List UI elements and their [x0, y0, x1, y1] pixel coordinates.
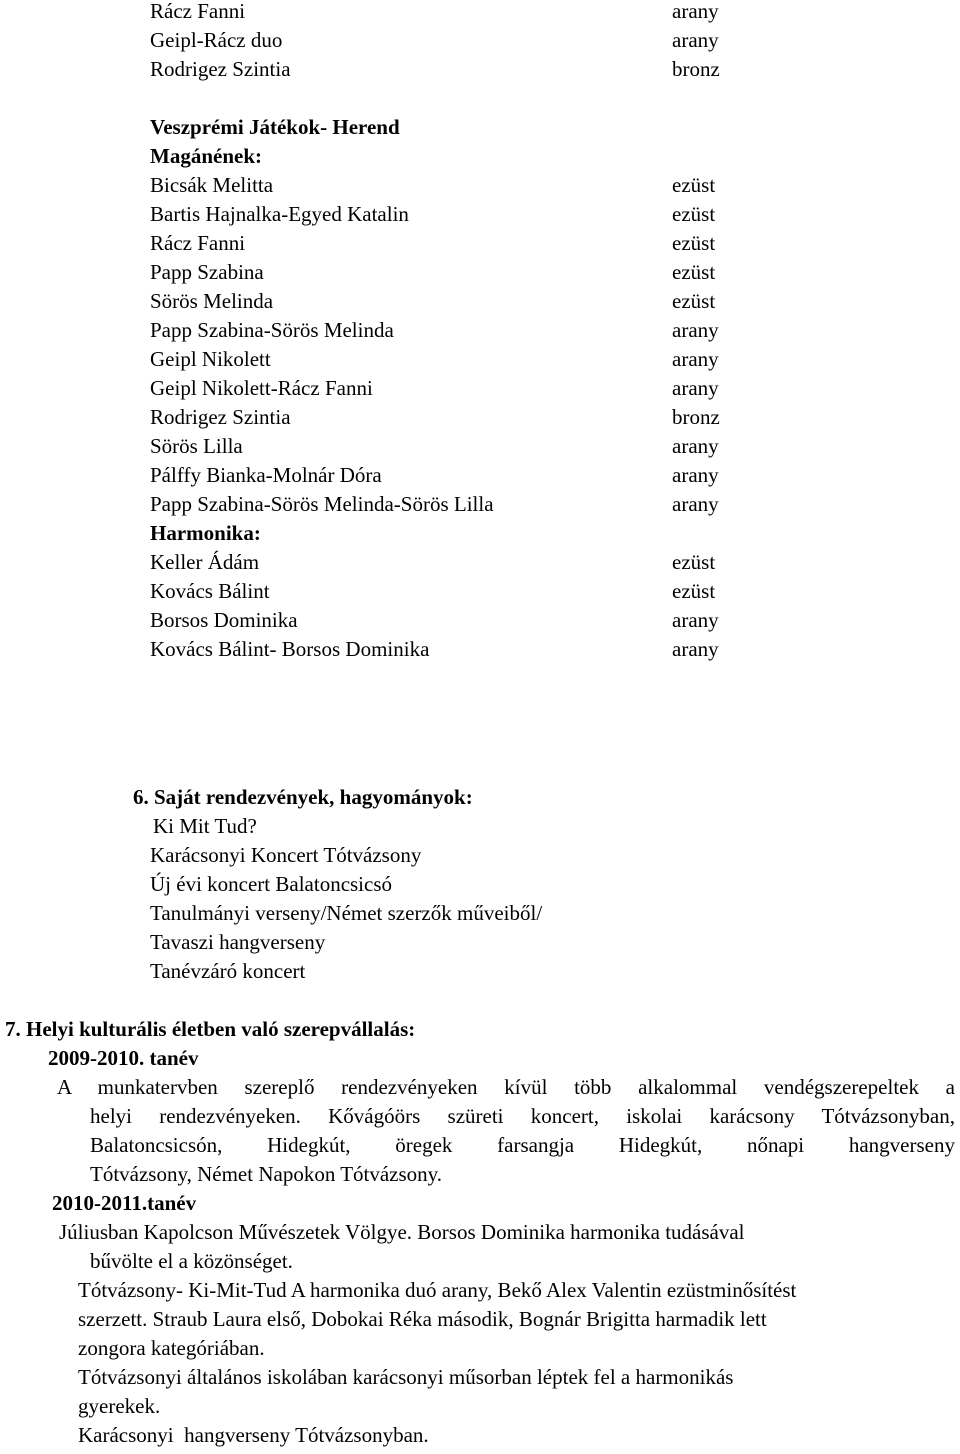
result-award: arany [672, 376, 719, 400]
school-year-heading [52, 1189, 196, 1218]
section-heading-7: 7. Helyi kulturális életben való szerepvállalás: [5, 1017, 416, 1041]
event-item: Tanévzáró koncert [150, 959, 306, 983]
paragraph-line: Tótvázsony, Német Napokon Tótvázsony. [90, 1162, 443, 1186]
result-award: ezüst [672, 202, 716, 226]
paragraph-line: szerzett. Straub Laura első, Dobokai Réka második, Bognár Brigitta harmadik lett [78, 1307, 767, 1331]
paragraph-line: Balatoncsicsón, Hidegkút, öregek farsangja Hidegkút, nőnapi hangverseny [90, 1133, 955, 1157]
result-name: Bicsák Melitta [150, 173, 274, 197]
result-name: Geipl Nikolett-Rácz Fanni [150, 376, 373, 400]
paragraph-line: A munkatervben szereplő rendezvényeken kívül több alkalommal vendégszerepeltek a [57, 1075, 955, 1099]
result-name: Sörös Lilla [150, 434, 243, 458]
result-award: arany [672, 608, 719, 632]
result-name: Rodrigez Szintia [150, 405, 291, 429]
paragraph-line: gyerekek. [78, 1394, 161, 1418]
event-item: Tavaszi hangverseny [150, 930, 326, 954]
result-award: arany [672, 347, 719, 371]
result-name: Pálffy Bianka-Molnár Dóra [150, 463, 382, 487]
paragraph-line: Tótvázsonyi általános iskolában karácsonyi műsorban léptek fel a harmonikás [78, 1365, 734, 1389]
result-name: Sörös Melinda [150, 289, 274, 313]
result-award: ezüst [672, 550, 716, 574]
result-name: Bartis Hajnalka-Egyed Katalin [150, 202, 409, 226]
event-item: Ki Mit Tud? [153, 814, 257, 838]
result-award: bronz [672, 405, 720, 429]
school-year-number: 2010-2011. [52, 1191, 148, 1215]
section-heading-6: 6. Saját rendezvények, hagyományok: [133, 785, 473, 809]
result-award: arany [672, 463, 719, 487]
result-name: Borsos Dominika [150, 608, 298, 632]
result-name: Papp Szabina-Sörös Melinda [150, 318, 394, 342]
result-award: ezüst [672, 579, 716, 603]
result-name: Kovács Bálint [150, 579, 270, 603]
result-award: ezüst [672, 231, 716, 255]
result-name: Papp Szabina [150, 260, 264, 284]
paragraph-line: Tótvázsony- Ki-Mit-Tud A harmonika duó arany, Bekő Alex Valentin ezüstminősítést [78, 1278, 797, 1302]
result-name: Geipl-Rácz duo [150, 28, 283, 52]
result-award: arany [672, 492, 719, 516]
school-year-label: tanév [144, 1046, 199, 1070]
result-award: ezüst [672, 289, 716, 313]
event-item: Új évi koncert Balatoncsicsó [150, 872, 393, 896]
result-name: Kovács Bálint- Borsos Dominika [150, 637, 430, 661]
paragraph-line: bűvölte el a közönséget. [90, 1249, 293, 1273]
event-item: Tanulmányi verseny/Német szerzők műveiből/ [150, 901, 543, 925]
result-award: arany [672, 0, 719, 23]
competition-title: Veszprémi Játékok- Herend [150, 115, 400, 139]
school-year-heading [48, 1044, 199, 1073]
result-award: arany [672, 318, 719, 342]
paragraph-line: Júliusban Kapolcson Művészetek Völgye. Borsos Dominika harmonika tudásával [59, 1220, 745, 1244]
event-item: Karácsonyi Koncert Tótvázsony [150, 843, 422, 867]
result-award: arany [672, 28, 719, 52]
result-award: ezüst [672, 260, 716, 284]
result-award: arany [672, 637, 719, 661]
result-award: bronz [672, 57, 720, 81]
result-name: Rácz Fanni [150, 231, 246, 255]
result-name: Geipl Nikolett [150, 347, 271, 371]
paragraph-line: zongora kategóriában. [78, 1336, 265, 1360]
school-year-number: 2009-2010. [48, 1046, 145, 1070]
result-name: Rodrigez Szintia [150, 57, 291, 81]
category-heading-maganenek: Magánének: [150, 144, 262, 168]
paragraph-line: helyi rendezvényeken. Kővágóörs szüreti koncert, iskolai karácsony Tótvázsonyban, [90, 1104, 955, 1128]
result-name: Rácz Fanni [150, 0, 246, 23]
result-name: Papp Szabina-Sörös Melinda-Sörös Lilla [150, 492, 494, 516]
paragraph-line: Karácsonyi hangverseny Tótvázsonyban. [78, 1423, 429, 1447]
result-award: ezüst [672, 173, 716, 197]
result-name: Keller Ádám [150, 550, 260, 574]
school-year-label: tanév [147, 1191, 197, 1215]
category-heading-harmonika: Harmonika: [150, 521, 261, 545]
result-award: arany [672, 434, 719, 458]
